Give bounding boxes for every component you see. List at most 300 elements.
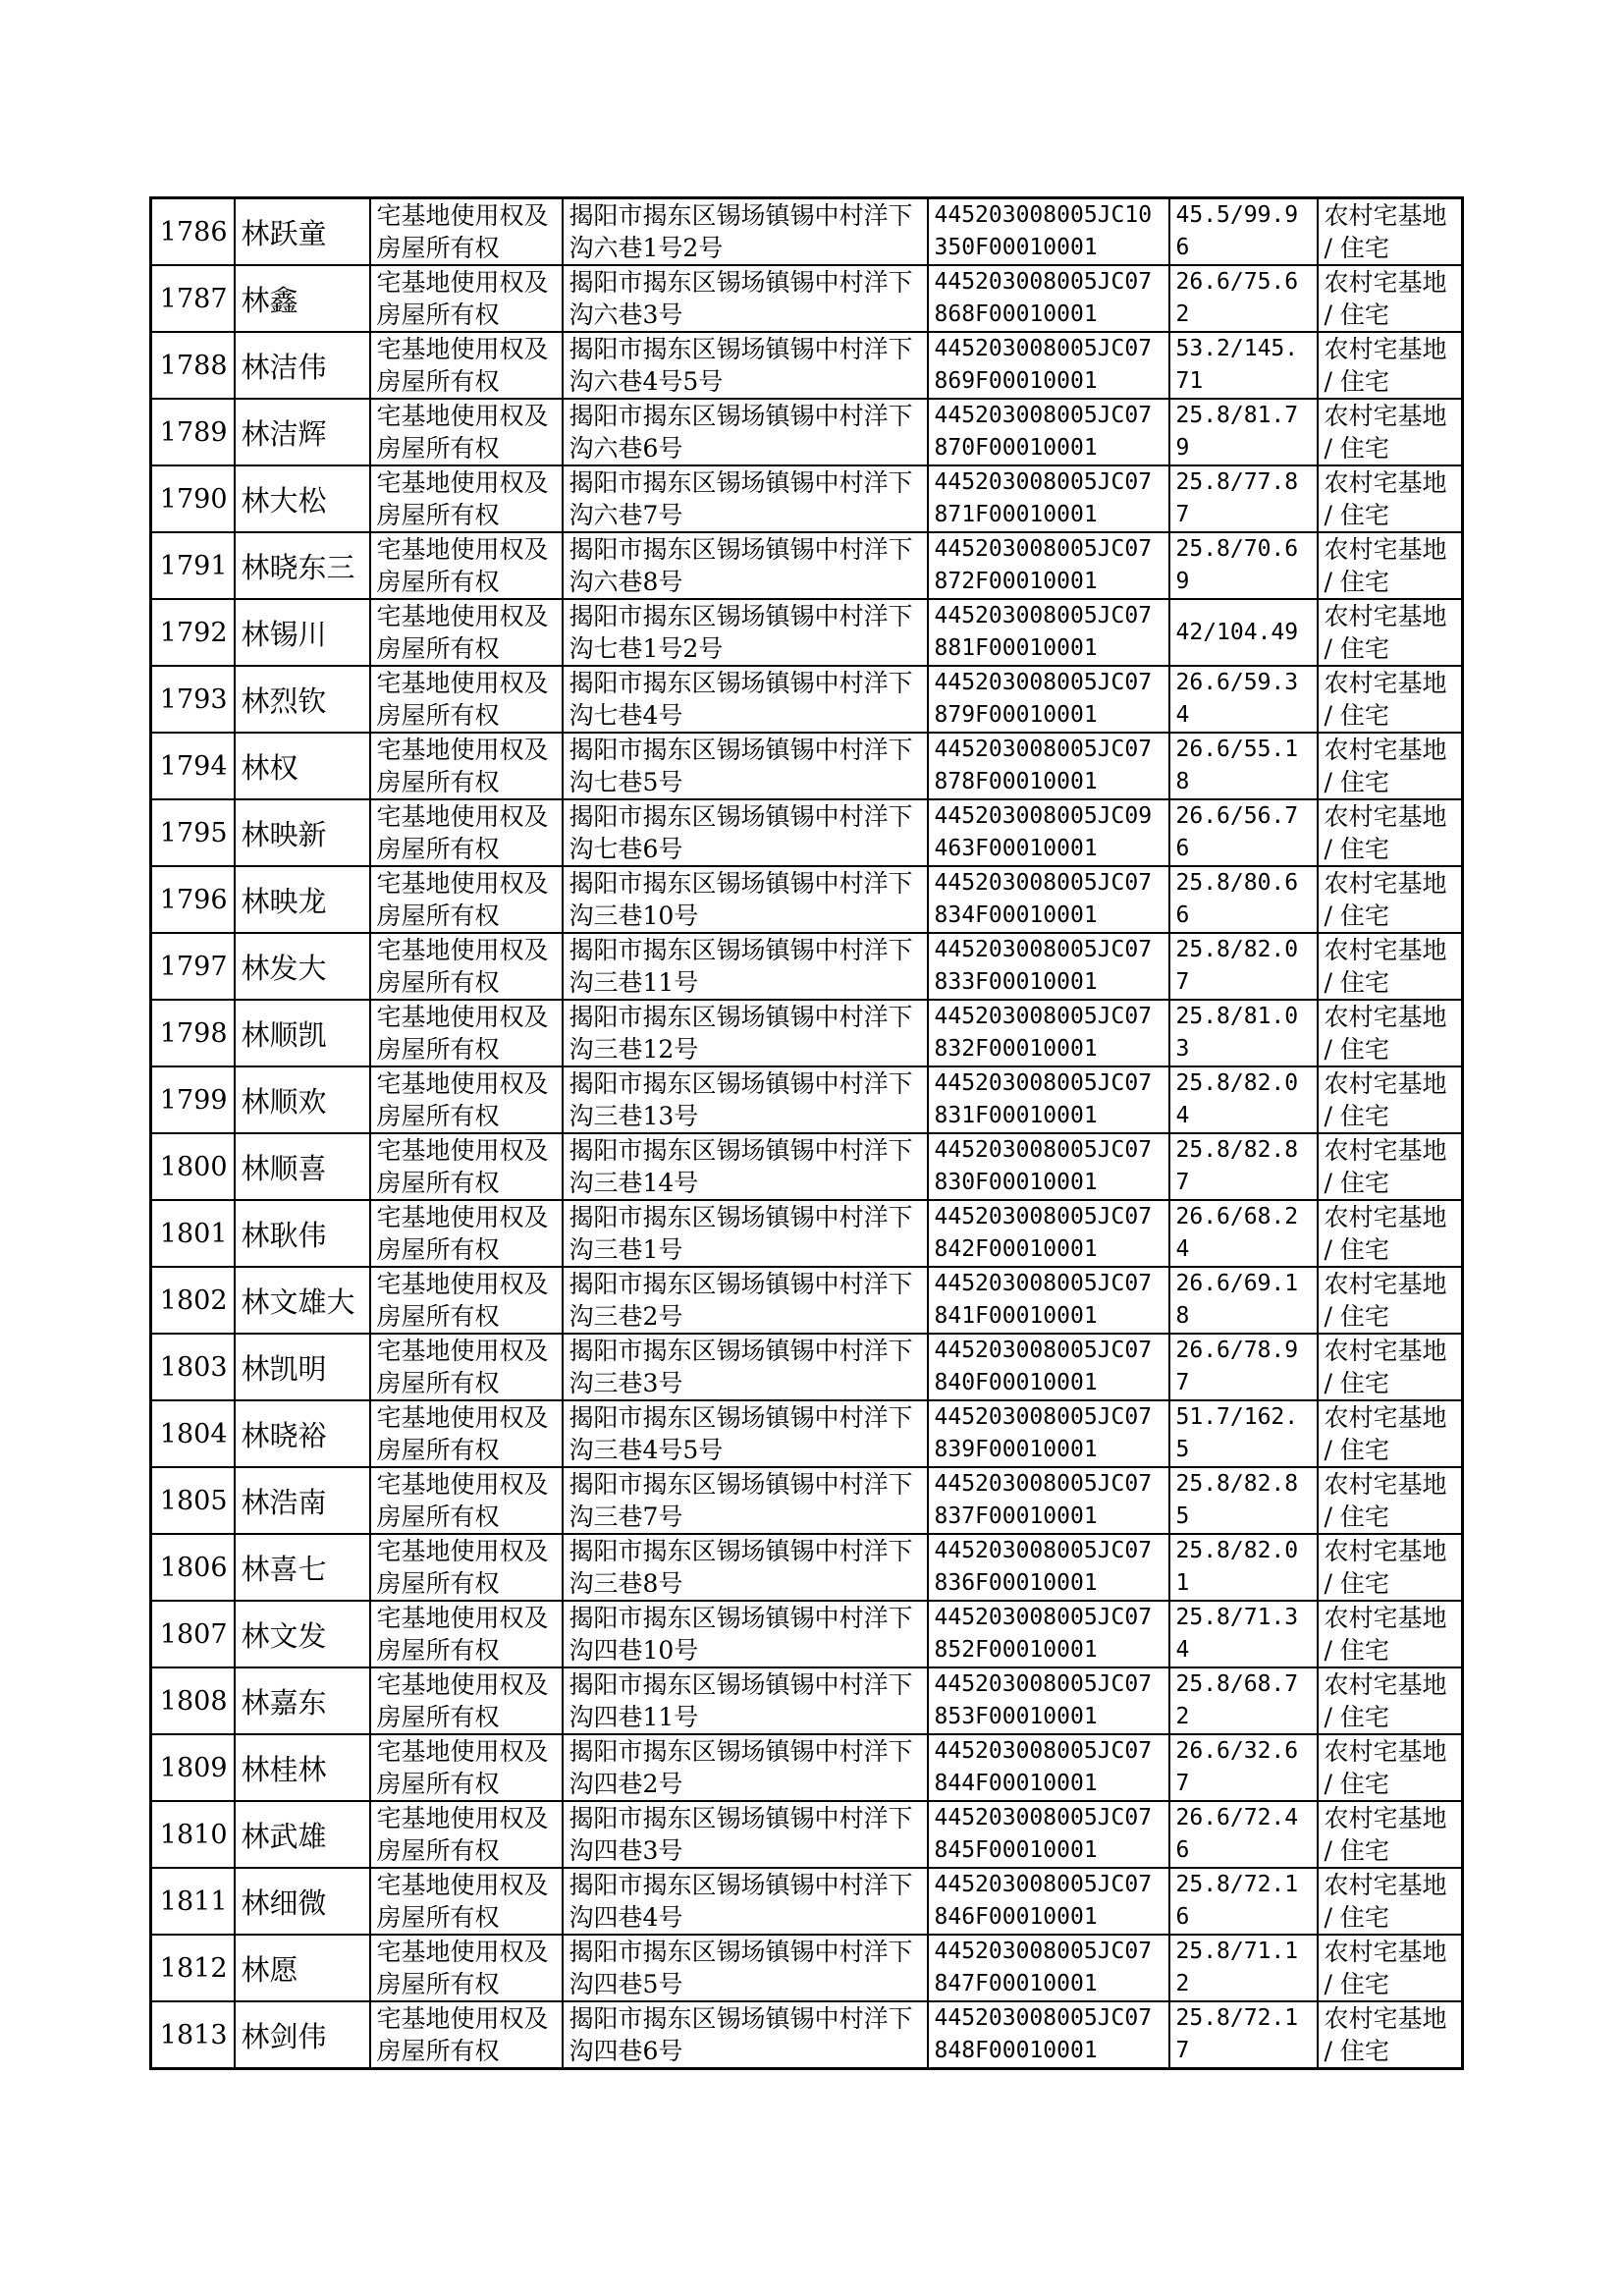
area-value: 25.8/71.34 xyxy=(1175,1605,1299,1663)
right-type-cell xyxy=(370,1935,563,2001)
record-number: 1795 xyxy=(159,817,228,848)
owner-name: 林桂林 xyxy=(241,1752,327,1786)
right-type-cell xyxy=(370,799,563,866)
property-address-cell xyxy=(563,1601,928,1667)
owner-name-cell xyxy=(235,1000,370,1066)
records-body xyxy=(151,198,1463,2069)
property-address-cell xyxy=(563,866,928,933)
land-use-cell xyxy=(1318,1267,1463,1334)
property-address: 揭阳市揭东区锡场镇锡中村洋下沟三巷1号 xyxy=(568,1203,913,1264)
property-unit-code-cell xyxy=(928,666,1169,733)
property-address-cell xyxy=(563,465,928,532)
land-use: 农村宅基地 / 住宅 xyxy=(1324,1804,1447,1865)
record-number: 1799 xyxy=(159,1084,228,1116)
owner-name-cell xyxy=(235,1334,370,1400)
area-value: 26.6/56.76 xyxy=(1175,803,1299,861)
table-row xyxy=(151,1601,1463,1667)
right-type: 宅基地使用权及房屋所有权 xyxy=(376,1670,549,1731)
area-value-cell xyxy=(1169,1334,1318,1400)
owner-name-cell xyxy=(235,332,370,399)
owner-name: 林权 xyxy=(241,750,298,785)
table-row xyxy=(151,265,1463,332)
land-use-cell xyxy=(1318,1400,1463,1467)
area-value: 25.8/82.04 xyxy=(1175,1070,1299,1128)
right-type: 宅基地使用权及房屋所有权 xyxy=(376,2004,549,2065)
owner-name-cell xyxy=(235,1400,370,1467)
property-unit-code: 445203008005JC09463F00010001 xyxy=(934,803,1153,861)
property-address: 揭阳市揭东区锡场镇锡中村洋下沟六巷7号 xyxy=(568,468,913,529)
table-row xyxy=(151,1334,1463,1400)
owner-name-cell xyxy=(235,1868,370,1935)
property-unit-code: 445203008005JC07833F00010001 xyxy=(934,937,1153,995)
land-use: 农村宅基地 / 住宅 xyxy=(1324,602,1447,663)
land-use: 农村宅基地 / 住宅 xyxy=(1324,1203,1447,1264)
right-type-cell xyxy=(370,399,563,465)
land-use: 农村宅基地 / 住宅 xyxy=(1324,1136,1447,1197)
owner-name-cell xyxy=(235,866,370,933)
record-number-cell xyxy=(151,1734,235,1801)
land-use-cell xyxy=(1318,1133,1463,1200)
property-unit-code: 445203008005JC07837F00010001 xyxy=(934,1471,1153,1529)
record-number-cell xyxy=(151,1200,235,1267)
record-number: 1807 xyxy=(159,1618,228,1650)
land-use-cell xyxy=(1318,198,1463,266)
record-number: 1803 xyxy=(159,1351,228,1383)
record-number: 1802 xyxy=(159,1284,228,1316)
area-value: 42/104.49 xyxy=(1175,619,1299,645)
right-type: 宅基地使用权及房屋所有权 xyxy=(376,402,549,463)
table-row xyxy=(151,1400,1463,1467)
area-value-cell xyxy=(1169,1935,1318,2001)
owner-name-cell xyxy=(235,1200,370,1267)
property-address: 揭阳市揭东区锡场镇锡中村洋下沟七巷5号 xyxy=(568,736,913,796)
property-address-cell xyxy=(563,1066,928,1133)
right-type: 宅基地使用权及房屋所有权 xyxy=(376,736,549,796)
property-address-cell xyxy=(563,733,928,799)
land-use: 农村宅基地 / 住宅 xyxy=(1324,535,1447,596)
area-value-cell xyxy=(1169,1267,1318,1334)
record-number-cell xyxy=(151,1133,235,1200)
record-number: 1811 xyxy=(159,1885,228,1917)
record-number-cell xyxy=(151,666,235,733)
record-number-cell xyxy=(151,1334,235,1400)
record-number: 1812 xyxy=(159,1952,228,1984)
right-type-cell xyxy=(370,265,563,332)
area-value-cell xyxy=(1169,1667,1318,1734)
property-unit-code-cell xyxy=(928,1066,1169,1133)
record-number: 1789 xyxy=(159,416,228,448)
property-unit-code: 445203008005JC07844F00010001 xyxy=(934,1738,1153,1796)
record-number-cell xyxy=(151,465,235,532)
owner-name-cell xyxy=(235,1801,370,1868)
table-row xyxy=(151,332,1463,399)
land-use: 农村宅基地 / 住宅 xyxy=(1324,1604,1447,1665)
table-row xyxy=(151,1133,1463,1200)
property-address: 揭阳市揭东区锡场镇锡中村洋下沟三巷14号 xyxy=(568,1136,913,1197)
table-row xyxy=(151,733,1463,799)
record-number-cell xyxy=(151,1935,235,2001)
property-address: 揭阳市揭东区锡场镇锡中村洋下沟七巷6号 xyxy=(568,802,913,863)
area-value-cell xyxy=(1169,2001,1318,2069)
right-type-cell xyxy=(370,1667,563,1734)
property-unit-code-cell xyxy=(928,1000,1169,1066)
land-use: 农村宅基地 / 住宅 xyxy=(1324,1337,1447,1397)
land-use: 农村宅基地 / 住宅 xyxy=(1324,1403,1447,1464)
table-row xyxy=(151,866,1463,933)
property-address: 揭阳市揭东区锡场镇锡中村洋下沟三巷11号 xyxy=(568,936,913,997)
owner-name: 林大松 xyxy=(241,483,327,518)
property-unit-code-cell xyxy=(928,1200,1169,1267)
right-type: 宅基地使用权及房屋所有权 xyxy=(376,1203,549,1264)
owner-name-cell xyxy=(235,799,370,866)
record-number: 1813 xyxy=(159,2019,228,2050)
table-row xyxy=(151,1868,1463,1935)
property-address: 揭阳市揭东区锡场镇锡中村洋下沟三巷8号 xyxy=(568,1537,913,1598)
land-use: 农村宅基地 / 住宅 xyxy=(1324,268,1447,329)
land-use: 农村宅基地 / 住宅 xyxy=(1324,936,1447,997)
table-row xyxy=(151,799,1463,866)
right-type-cell xyxy=(370,1200,563,1267)
table-row xyxy=(151,1734,1463,1801)
area-value: 25.8/81.03 xyxy=(1175,1004,1299,1062)
table-row xyxy=(151,666,1463,733)
property-address: 揭阳市揭东区锡场镇锡中村洋下沟四巷6号 xyxy=(568,2004,913,2065)
owner-name: 林文雄大 xyxy=(241,1284,355,1319)
record-number: 1787 xyxy=(159,283,228,314)
property-unit-code: 445203008005JC07846F00010001 xyxy=(934,1872,1153,1930)
area-value: 51.7/162.5 xyxy=(1175,1404,1299,1462)
property-unit-code: 445203008005JC07869F00010001 xyxy=(934,336,1153,394)
property-address-cell xyxy=(563,799,928,866)
property-unit-code-cell xyxy=(928,1133,1169,1200)
property-unit-code: 445203008005JC07841F00010001 xyxy=(934,1271,1153,1329)
right-type-cell xyxy=(370,733,563,799)
land-use: 农村宅基地 / 住宅 xyxy=(1324,1737,1447,1798)
property-unit-code-cell xyxy=(928,399,1169,465)
owner-name-cell xyxy=(235,1534,370,1601)
record-number: 1788 xyxy=(159,350,228,381)
owner-name-cell xyxy=(235,399,370,465)
land-use: 农村宅基地 / 住宅 xyxy=(1324,736,1447,796)
land-use-cell xyxy=(1318,1200,1463,1267)
property-address-cell xyxy=(563,1267,928,1334)
right-type-cell xyxy=(370,1000,563,1066)
owner-name-cell xyxy=(235,1601,370,1667)
right-type-cell xyxy=(370,1066,563,1133)
record-number: 1790 xyxy=(159,483,228,515)
property-unit-code-cell xyxy=(928,1935,1169,2001)
owner-name: 林跃童 xyxy=(241,216,327,250)
land-use: 农村宅基地 / 住宅 xyxy=(1324,869,1447,930)
owner-name: 林细微 xyxy=(241,1885,327,1920)
record-number-cell xyxy=(151,198,235,266)
land-use: 农村宅基地 / 住宅 xyxy=(1324,2004,1447,2065)
table-row xyxy=(151,198,1463,266)
area-value-cell xyxy=(1169,332,1318,399)
land-use: 农村宅基地 / 住宅 xyxy=(1324,1670,1447,1731)
record-number: 1786 xyxy=(159,216,228,247)
property-unit-code: 445203008005JC07871F00010001 xyxy=(934,469,1153,527)
record-number-cell xyxy=(151,1601,235,1667)
land-use: 农村宅基地 / 住宅 xyxy=(1324,1938,1447,1998)
right-type-cell xyxy=(370,1868,563,1935)
land-use-cell xyxy=(1318,1467,1463,1534)
table-row xyxy=(151,465,1463,532)
records-table xyxy=(149,196,1464,2070)
property-unit-code-cell xyxy=(928,1467,1169,1534)
record-number: 1808 xyxy=(159,1685,228,1717)
right-type-cell xyxy=(370,1534,563,1601)
land-use-cell xyxy=(1318,1601,1463,1667)
area-value-cell xyxy=(1169,599,1318,666)
property-unit-code-cell xyxy=(928,1534,1169,1601)
right-type: 宅基地使用权及房屋所有权 xyxy=(376,1604,549,1665)
right-type-cell xyxy=(370,1267,563,1334)
owner-name: 林愿 xyxy=(241,1952,298,1987)
land-use-cell xyxy=(1318,1334,1463,1400)
owner-name: 林晓东三 xyxy=(241,550,355,584)
right-type: 宅基地使用权及房屋所有权 xyxy=(376,1069,549,1130)
area-value: 45.5/99.96 xyxy=(1175,202,1299,260)
property-address-cell xyxy=(563,933,928,1000)
area-value: 26.6/69.18 xyxy=(1175,1271,1299,1329)
right-type: 宅基地使用权及房屋所有权 xyxy=(376,268,549,329)
land-use: 农村宅基地 / 住宅 xyxy=(1324,1871,1447,1932)
land-use-cell xyxy=(1318,1868,1463,1935)
property-unit-code: 445203008005JC07831F00010001 xyxy=(934,1070,1153,1128)
record-number: 1804 xyxy=(159,1418,228,1449)
property-unit-code-cell xyxy=(928,599,1169,666)
record-number: 1798 xyxy=(159,1017,228,1049)
record-number-cell xyxy=(151,1400,235,1467)
owner-name: 林顺喜 xyxy=(241,1151,327,1185)
area-value-cell xyxy=(1169,1066,1318,1133)
land-use: 农村宅基地 / 住宅 xyxy=(1324,802,1447,863)
land-use-cell xyxy=(1318,465,1463,532)
property-address-cell xyxy=(563,1868,928,1935)
record-number-cell xyxy=(151,1868,235,1935)
property-address: 揭阳市揭东区锡场镇锡中村洋下沟六巷1号2号 xyxy=(568,201,913,262)
right-type: 宅基地使用权及房屋所有权 xyxy=(376,936,549,997)
right-type: 宅基地使用权及房屋所有权 xyxy=(376,535,549,596)
record-number: 1805 xyxy=(159,1485,228,1516)
land-use-cell xyxy=(1318,866,1463,933)
right-type-cell xyxy=(370,198,563,266)
owner-name-cell xyxy=(235,1935,370,2001)
area-value: 26.6/72.46 xyxy=(1175,1805,1299,1863)
property-unit-code: 445203008005JC07848F00010001 xyxy=(934,2005,1153,2063)
land-use: 农村宅基地 / 住宅 xyxy=(1324,335,1447,396)
area-value: 53.2/145.71 xyxy=(1175,336,1299,394)
area-value: 25.8/82.07 xyxy=(1175,937,1299,995)
property-unit-code: 445203008005JC10350F00010001 xyxy=(934,202,1153,260)
property-address: 揭阳市揭东区锡场镇锡中村洋下沟三巷10号 xyxy=(568,869,913,930)
property-unit-code: 445203008005JC07881F00010001 xyxy=(934,603,1153,661)
land-use: 农村宅基地 / 住宅 xyxy=(1324,1470,1447,1531)
owner-name-cell xyxy=(235,599,370,666)
table-row xyxy=(151,2001,1463,2069)
property-address: 揭阳市揭东区锡场镇锡中村洋下沟四巷10号 xyxy=(568,1604,913,1665)
record-number-cell xyxy=(151,933,235,1000)
record-number: 1809 xyxy=(159,1752,228,1783)
land-use-cell xyxy=(1318,399,1463,465)
owner-name: 林喜七 xyxy=(241,1552,327,1586)
land-use-cell xyxy=(1318,799,1463,866)
area-value-cell xyxy=(1169,465,1318,532)
land-use: 农村宅基地 / 住宅 xyxy=(1324,201,1447,262)
property-address: 揭阳市揭东区锡场镇锡中村洋下沟四巷3号 xyxy=(568,1804,913,1865)
owner-name: 林文发 xyxy=(241,1618,327,1653)
area-value-cell xyxy=(1169,1801,1318,1868)
right-type: 宅基地使用权及房屋所有权 xyxy=(376,1470,549,1531)
land-use-cell xyxy=(1318,1801,1463,1868)
property-address-cell xyxy=(563,532,928,599)
area-value: 26.6/55.18 xyxy=(1175,737,1299,794)
area-value-cell xyxy=(1169,1133,1318,1200)
property-address-cell xyxy=(563,1534,928,1601)
owner-name-cell xyxy=(235,532,370,599)
record-number-cell xyxy=(151,399,235,465)
property-address: 揭阳市揭东区锡场镇锡中村洋下沟六巷3号 xyxy=(568,268,913,329)
record-number: 1796 xyxy=(159,884,228,915)
property-address-cell xyxy=(563,1667,928,1734)
owner-name-cell xyxy=(235,465,370,532)
right-type-cell xyxy=(370,1801,563,1868)
record-number-cell xyxy=(151,733,235,799)
property-unit-code: 445203008005JC07868F00010001 xyxy=(934,269,1153,327)
table-row xyxy=(151,1667,1463,1734)
property-address: 揭阳市揭东区锡场镇锡中村洋下沟六巷8号 xyxy=(568,535,913,596)
property-address: 揭阳市揭东区锡场镇锡中村洋下沟七巷1号2号 xyxy=(568,602,913,663)
property-unit-code: 445203008005JC07839F00010001 xyxy=(934,1404,1153,1462)
right-type: 宅基地使用权及房屋所有权 xyxy=(376,1737,549,1798)
table-row xyxy=(151,1267,1463,1334)
property-address: 揭阳市揭东区锡场镇锡中村洋下沟三巷7号 xyxy=(568,1470,913,1531)
owner-name: 林晓裕 xyxy=(241,1418,327,1452)
owner-name: 林锡川 xyxy=(241,617,327,651)
property-unit-code-cell xyxy=(928,1400,1169,1467)
property-address-cell xyxy=(563,2001,928,2069)
property-address: 揭阳市揭东区锡场镇锡中村洋下沟七巷4号 xyxy=(568,669,913,730)
owner-name-cell xyxy=(235,1133,370,1200)
property-unit-code-cell xyxy=(928,1868,1169,1935)
right-type: 宅基地使用权及房屋所有权 xyxy=(376,869,549,930)
property-unit-code: 445203008005JC07853F00010001 xyxy=(934,1671,1153,1729)
land-use: 农村宅基地 / 住宅 xyxy=(1324,1069,1447,1130)
right-type-cell xyxy=(370,1601,563,1667)
property-address-cell xyxy=(563,265,928,332)
owner-name-cell xyxy=(235,265,370,332)
right-type: 宅基地使用权及房屋所有权 xyxy=(376,1270,549,1331)
property-address-cell xyxy=(563,1801,928,1868)
property-address-cell xyxy=(563,1334,928,1400)
area-value: 25.8/82.01 xyxy=(1175,1538,1299,1596)
owner-name: 林鑫 xyxy=(241,283,298,317)
owner-name: 林发大 xyxy=(241,951,327,985)
right-type: 宅基地使用权及房屋所有权 xyxy=(376,602,549,663)
table-row xyxy=(151,1935,1463,2001)
property-address-cell xyxy=(563,599,928,666)
right-type-cell xyxy=(370,599,563,666)
property-address: 揭阳市揭东区锡场镇锡中村洋下沟四巷2号 xyxy=(568,1737,913,1798)
right-type-cell xyxy=(370,1400,563,1467)
record-number-cell xyxy=(151,599,235,666)
area-value-cell xyxy=(1169,1467,1318,1534)
owner-name-cell xyxy=(235,1066,370,1133)
right-type-cell xyxy=(370,465,563,532)
area-value-cell xyxy=(1169,532,1318,599)
right-type: 宅基地使用权及房屋所有权 xyxy=(376,1871,549,1932)
area-value: 25.8/68.72 xyxy=(1175,1671,1299,1729)
right-type-cell xyxy=(370,332,563,399)
owner-name-cell xyxy=(235,1734,370,1801)
right-type: 宅基地使用权及房屋所有权 xyxy=(376,1403,549,1464)
right-type-cell xyxy=(370,666,563,733)
land-use: 农村宅基地 / 住宅 xyxy=(1324,402,1447,463)
land-use-cell xyxy=(1318,1935,1463,2001)
land-use: 农村宅基地 / 住宅 xyxy=(1324,669,1447,730)
record-number: 1792 xyxy=(159,617,228,648)
right-type: 宅基地使用权及房屋所有权 xyxy=(376,1003,549,1064)
owner-name: 林烈钦 xyxy=(241,683,327,718)
record-number-cell xyxy=(151,1534,235,1601)
table-row xyxy=(151,399,1463,465)
property-unit-code-cell xyxy=(928,265,1169,332)
land-use-cell xyxy=(1318,1667,1463,1734)
property-unit-code-cell xyxy=(928,933,1169,1000)
land-use-cell xyxy=(1318,666,1463,733)
property-unit-code: 445203008005JC07832F00010001 xyxy=(934,1004,1153,1062)
owner-name: 林顺凯 xyxy=(241,1017,327,1052)
owner-name: 林凯明 xyxy=(241,1351,327,1386)
property-unit-code: 445203008005JC07834F00010001 xyxy=(934,870,1153,928)
owner-name: 林映新 xyxy=(241,817,327,851)
property-unit-code: 445203008005JC07870F00010001 xyxy=(934,403,1153,461)
property-unit-code-cell xyxy=(928,2001,1169,2069)
property-address-cell xyxy=(563,1000,928,1066)
area-value: 25.8/72.16 xyxy=(1175,1872,1299,1930)
land-use: 农村宅基地 / 住宅 xyxy=(1324,1003,1447,1064)
table-row xyxy=(151,1066,1463,1133)
property-address-cell xyxy=(563,332,928,399)
area-value-cell xyxy=(1169,265,1318,332)
property-unit-code-cell xyxy=(928,1801,1169,1868)
record-number: 1793 xyxy=(159,683,228,715)
land-use-cell xyxy=(1318,1734,1463,1801)
owner-name: 林嘉东 xyxy=(241,1685,327,1720)
land-use-cell xyxy=(1318,1000,1463,1066)
land-use-cell xyxy=(1318,599,1463,666)
land-use-cell xyxy=(1318,1066,1463,1133)
property-unit-code-cell xyxy=(928,1267,1169,1334)
record-number-cell xyxy=(151,1066,235,1133)
owner-name-cell xyxy=(235,198,370,266)
area-value-cell xyxy=(1169,399,1318,465)
owner-name: 林洁辉 xyxy=(241,416,327,451)
table-row xyxy=(151,1534,1463,1601)
right-type: 宅基地使用权及房屋所有权 xyxy=(376,1136,549,1197)
property-address: 揭阳市揭东区锡场镇锡中村洋下沟四巷11号 xyxy=(568,1670,913,1731)
owner-name: 林浩南 xyxy=(241,1485,327,1519)
area-value-cell xyxy=(1169,1400,1318,1467)
property-unit-code-cell xyxy=(928,1334,1169,1400)
property-address-cell xyxy=(563,1734,928,1801)
right-type: 宅基地使用权及房屋所有权 xyxy=(376,669,549,730)
record-number: 1797 xyxy=(159,951,228,982)
land-use-cell xyxy=(1318,933,1463,1000)
owner-name: 林洁伟 xyxy=(241,350,327,384)
land-use: 农村宅基地 / 住宅 xyxy=(1324,1270,1447,1331)
